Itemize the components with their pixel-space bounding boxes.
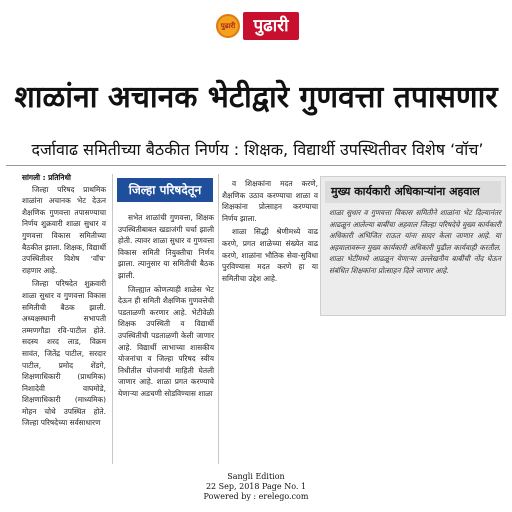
logo-seal-icon: पुढारी bbox=[216, 14, 240, 38]
dateline: सांगली : प्रतिनिधी bbox=[22, 173, 71, 182]
sidebar-box-title: मुख्य कार्यकारी अधिकाऱ्यांना अहवाल bbox=[325, 181, 501, 203]
column-divider bbox=[112, 174, 113, 464]
sidebar-box-text: शाळा सुधार व गुणवत्ता विकास समितीने शाळांना भेट दिल्यानंतर आढळून आलेल्या बाबींचा अहवाल जिल्हा परिषदेचे मुख्य कार्यकारी अधिकारी अभिजित राऊत यांना सादर केला जाणार आहे. या अहवालावरून मुख्य कार्यकारी अधिकारी पुढील कार्यवाही करतील. शाळा भेटींमध्ये आढळून येणाऱ्या उल्लेखनीय बाबींची नोंद घेऊन संबंधित शिक्षकांना प्रोत्साहन दिले जाणार आहे. bbox=[329, 208, 501, 275]
sidebar-box bbox=[320, 176, 506, 316]
column-divider bbox=[218, 174, 219, 464]
masthead bbox=[0, 8, 512, 48]
column1-paragraph-1: जिल्हा परिषद प्राथमिक शाळांना अचानक भेट देऊन शैक्षणिक गुणवत्ता तपासण्याचा निर्णय शुक्रवारी शाळा सुधार व गुणवत्ता विकास समितीच्या बैठकीत झाला. शिक्षक, विद्यार्थी उपस्थितीवर विशेष ‘वॉच’ राहणार आहे. bbox=[22, 184, 106, 275]
column3-paragraph-2: शाळा सिद्धी श्रेणीमध्ये वाढ करणे, प्रगत शाळेच्या संख्येत वाढ करणे, शाळांना भौतिक सेवा-सुविधा पुरविण्यास मदत करणे हा या समितीचा उद्देश आहे. bbox=[222, 227, 318, 283]
article-column-1 bbox=[22, 172, 106, 431]
headline-divider bbox=[6, 165, 506, 166]
logo-name: पुढारी bbox=[243, 12, 299, 40]
column1-paragraph-2: जिल्हा परिषदेत शुक्रवारी शाळा सुधार व गुणवत्ता विकास समितीची बैठक झाली. अध्यक्षस्थानी सभापती तम्मणगौडा रवि-पाटील होते. सदस्य शरद लाड, विक्रम सावंत, जितेंद्र पाटील, सरदार पाटील, प्रमोद शेंडगे, शिक्षणाधिकारी (प्राथमिक) निशादेवी वाघमोडे, शिक्षणाधिकारी (माध्यमिक) मोहन चोथे उपस्थित होते. जिल्हा परिषदेच्या सर्वसाधारण bbox=[22, 279, 106, 428]
powered-by-link[interactable]: Powered by : erelego.com bbox=[203, 492, 309, 501]
column2-paragraph-2: जिल्ह्यात कोणत्याही शाळेस भेट देऊन ही समिती शैक्षणिक गुणवत्तेची पडताळणी करणार आहे. भेटीवेळी शिक्षक उपस्थिती व विद्यार्थी उपस्थितीची पडताळणी केली जाणार आहे. विद्यार्थी लाभाच्या शासकीय योजनांचा व जिल्हा परिषद स्वीय निधीतील योजनांची माहिती घेतली जाणार आहे. शाळा प्रगत करण्याचे येणाऱ्या अडचणी सोडविण्यास शाळा bbox=[118, 284, 214, 398]
article-headline: शाळांना अचानक भेटीद्वारे गुणवत्ता तपासणार bbox=[14, 80, 498, 115]
date-page-label: 22 Sep, 2018 Page No. 1 bbox=[205, 482, 307, 491]
column2-paragraph-1: सभेत शाळांची गुणवत्ता, शिक्षक उपस्थितीबाबत खडाजंगी चर्चा झाली होती. त्यावर शाळा सुधार व गुणवत्ता विकास समिती नियुक्तीचा निर्णय झाला. त्यानुसार या समितीची बैठक झाली. bbox=[118, 213, 214, 280]
article-column-3 bbox=[222, 178, 318, 286]
page-footer bbox=[0, 472, 512, 502]
newspaper-logo bbox=[216, 12, 300, 44]
article-subhead: दर्जावाढ समितीच्या बैठकीत निर्णय : शिक्षक, विद्यार्थी उपस्थितीवर विशेष ‘वॉच’ bbox=[31, 140, 484, 159]
article-column-2 bbox=[118, 212, 214, 402]
column3-paragraph-1: व शिक्षकांना मदत करणे, शैक्षणिक उठाव करण्याचा शाळा व शिक्षकांना प्रोत्साहन करण्याचा निर्णय झाला. bbox=[222, 179, 318, 223]
section-kicker: जिल्हा परिषदेतून bbox=[117, 178, 213, 202]
edition-label: Sangli Edition bbox=[227, 472, 285, 481]
